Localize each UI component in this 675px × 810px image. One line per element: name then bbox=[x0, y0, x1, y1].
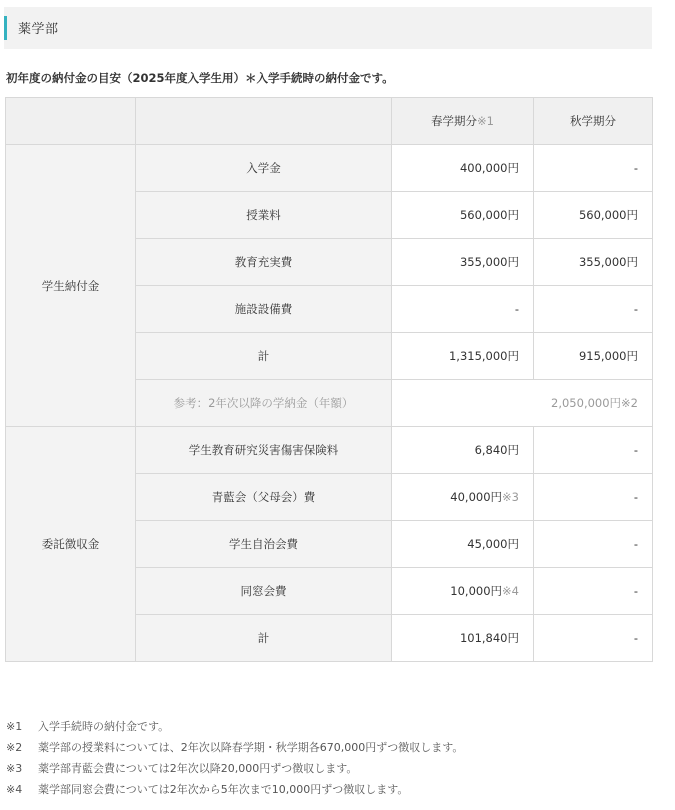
autumn-total: - bbox=[534, 615, 653, 662]
item-label: 計 bbox=[136, 333, 392, 380]
reference-amount: 2,050,000円 bbox=[551, 396, 622, 410]
spring-value bbox=[392, 568, 534, 615]
autumn-value: 355,000円 bbox=[534, 239, 653, 286]
table-row bbox=[6, 145, 653, 192]
spring-value bbox=[392, 521, 534, 568]
spring-total: 1,315,000円 bbox=[392, 333, 534, 380]
footnote bbox=[6, 758, 463, 779]
spring-value bbox=[392, 427, 534, 474]
header-spring bbox=[392, 98, 534, 145]
footnote-mark: ※2 bbox=[6, 741, 23, 754]
category-entrusted-collection: 委託徴収金 bbox=[6, 427, 136, 662]
spring-value: 560,000円 bbox=[392, 192, 534, 239]
item-label: 同窓会費 bbox=[136, 568, 392, 615]
spring-value: 355,000円 bbox=[392, 239, 534, 286]
spring-amount: 101,840円 bbox=[459, 631, 519, 645]
autumn-value: 560,000円 bbox=[534, 192, 653, 239]
table-header-row bbox=[6, 98, 653, 145]
item-label: 施設設備費 bbox=[136, 286, 392, 333]
autumn-total: 915,000円 bbox=[534, 333, 653, 380]
footnote bbox=[6, 779, 463, 800]
item-label: 授業料 bbox=[136, 192, 392, 239]
item-label: 入学金 bbox=[136, 145, 392, 192]
footnote-text: 入学手続時の納付金です。 bbox=[38, 720, 170, 733]
footnote bbox=[6, 716, 463, 737]
item-label: 学生自治会費 bbox=[136, 521, 392, 568]
accent-bar bbox=[4, 16, 7, 40]
autumn-value: - bbox=[534, 521, 653, 568]
autumn-value: - bbox=[534, 474, 653, 521]
item-label: 計 bbox=[136, 615, 392, 662]
spring-value: - bbox=[392, 286, 534, 333]
header-blank-category bbox=[6, 98, 136, 145]
fee-table bbox=[5, 97, 653, 662]
header-spring-note-mark: ※1 bbox=[477, 114, 494, 128]
spring-value: 400,000円 bbox=[392, 145, 534, 192]
spring-total bbox=[392, 615, 534, 662]
footnote bbox=[6, 737, 463, 758]
reference-note-mark: ※2 bbox=[621, 396, 638, 410]
section-header bbox=[4, 7, 652, 49]
autumn-value: - bbox=[534, 427, 653, 474]
item-label: 青藍会（父母会）費 bbox=[136, 474, 392, 521]
autumn-value: - bbox=[534, 568, 653, 615]
autumn-value: - bbox=[534, 145, 653, 192]
footnote-text: 薬学部青藍会費については2年次以降20,000円ずつ徴収します。 bbox=[38, 762, 358, 775]
footnote-mark: ※1 bbox=[6, 720, 23, 733]
footnote-mark: ※3 bbox=[6, 762, 23, 775]
category-student-fees: 学生納付金 bbox=[6, 145, 136, 427]
reference-label: 参考：2年次以降の学納金（年額） bbox=[136, 380, 392, 427]
item-label: 教育充実費 bbox=[136, 239, 392, 286]
spring-amount: 40,000円 bbox=[450, 490, 503, 504]
footnote-text: 薬学部同窓会費については2年次から5年次まで10,000円ずつ徴収します。 bbox=[38, 783, 409, 796]
section-title: 薬学部 bbox=[18, 22, 59, 37]
spring-amount: 6,840円 bbox=[474, 443, 519, 457]
footnote-mark: ※4 bbox=[6, 783, 23, 796]
header-spring-label: 春学期分 bbox=[431, 114, 478, 128]
spring-amount: 10,000円 bbox=[450, 584, 503, 598]
table-row bbox=[6, 427, 653, 474]
item-label: 学生教育研究災害傷害保険料 bbox=[136, 427, 392, 474]
spring-amount: 45,000円 bbox=[467, 537, 519, 551]
note-mark: ※3 bbox=[502, 490, 519, 504]
footnotes bbox=[6, 716, 463, 800]
header-blank-item bbox=[136, 98, 392, 145]
reference-value bbox=[392, 380, 653, 427]
table-caption: 初年度の納付金の目安（2025年度入学生用）＊入学手続時の納付金です。 bbox=[6, 71, 394, 85]
header-autumn: 秋学期分 bbox=[534, 98, 653, 145]
footnote-text: 薬学部の授業料については、2年次以降春学期・秋学期各670,000円ずつ徴収します。 bbox=[38, 741, 464, 754]
note-mark: ※4 bbox=[502, 584, 519, 598]
spring-value bbox=[392, 474, 534, 521]
autumn-value: - bbox=[534, 286, 653, 333]
